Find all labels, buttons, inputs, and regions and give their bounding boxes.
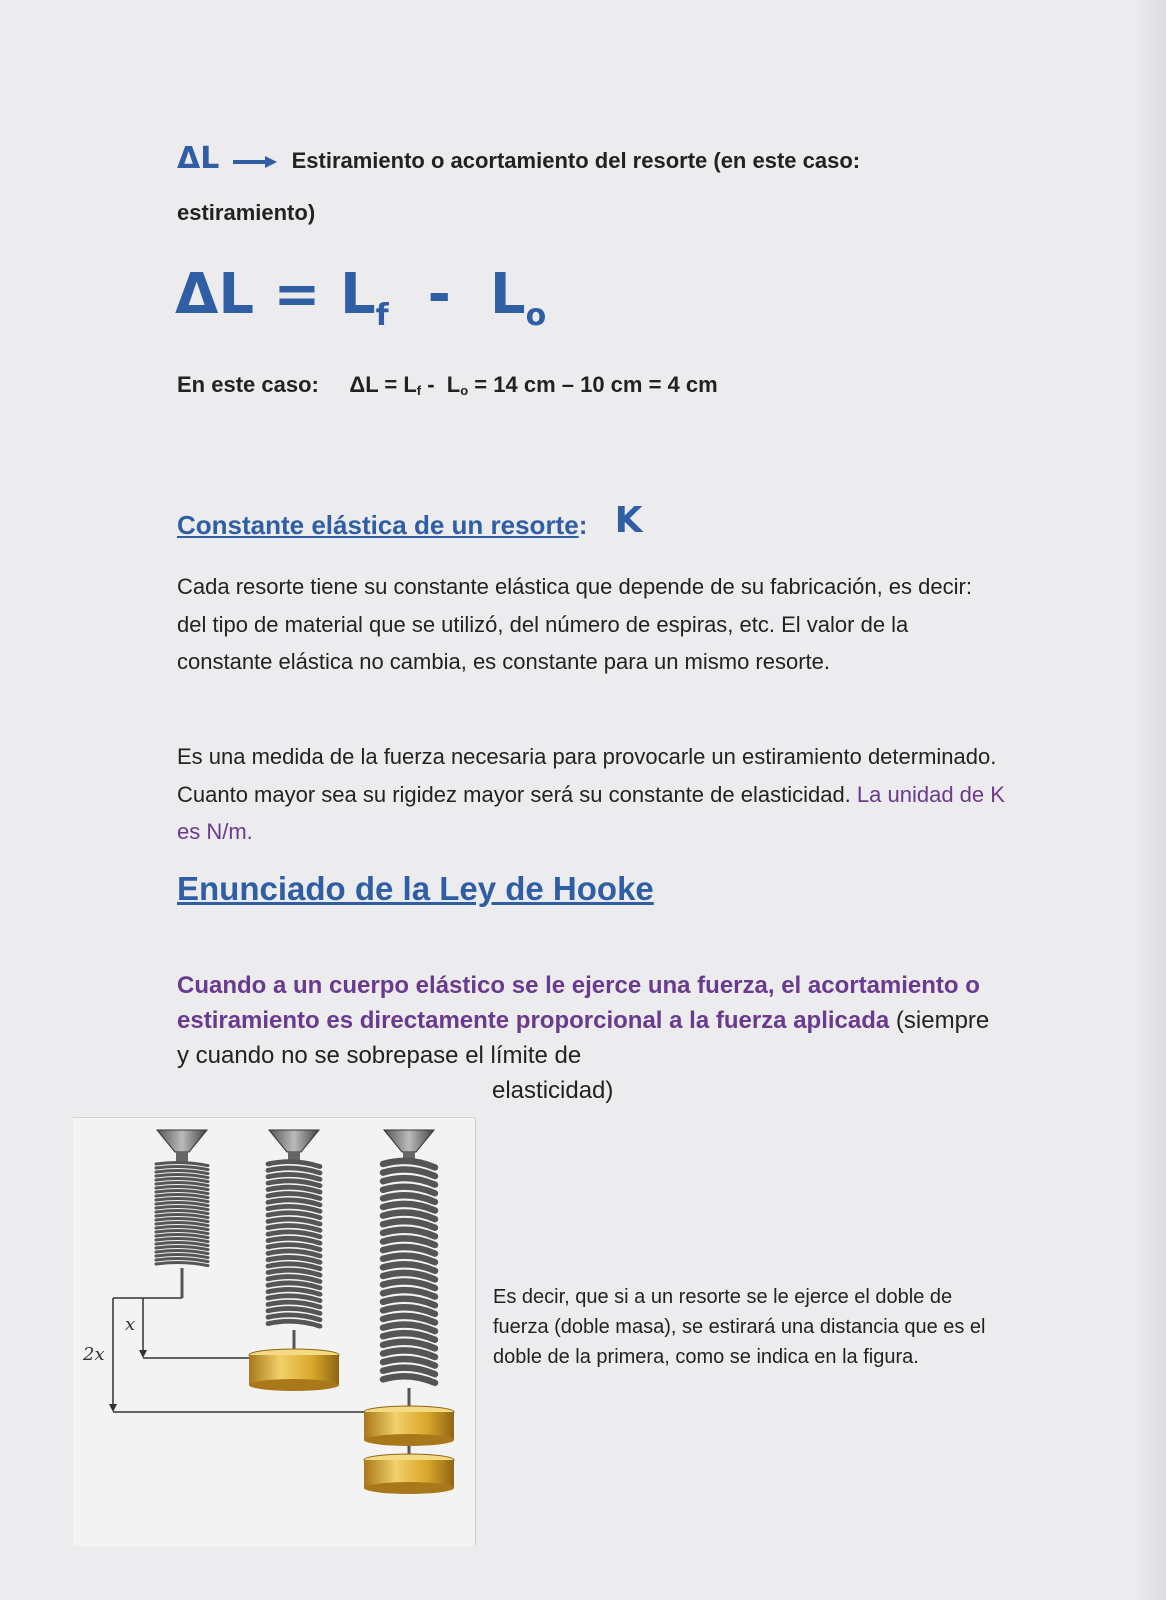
mass-1 xyxy=(249,1349,339,1391)
mass-2 xyxy=(364,1406,454,1446)
right-arrow-icon xyxy=(233,148,277,176)
constant-paragraph-2 xyxy=(177,738,1007,851)
hooke-statement xyxy=(177,968,1007,1108)
page-edge-shadow xyxy=(1136,0,1166,1600)
spring-coil xyxy=(268,1321,320,1326)
hooke-title: Enunciado de la Ley de Hooke xyxy=(177,870,654,907)
spring-mount-3 xyxy=(384,1130,434,1162)
example-label: En este caso: xyxy=(177,372,319,397)
spring-unloaded xyxy=(156,1163,208,1298)
constant-paragraph-2-text: Es una medida de la fuerza necesaria para provocarle un estiramiento determinado. Cuanto mayor sea su rigidez mayor será su constante de elasticidad. xyxy=(177,744,997,807)
delta-definition-text: Estiramiento o acortamiento del resorte (en este caso: xyxy=(291,148,861,173)
hooke-aside-end: elasticidad) xyxy=(492,1077,614,1104)
example-sub-f: f xyxy=(416,383,422,398)
k-symbol: K xyxy=(614,500,643,541)
label-x: x xyxy=(125,1314,136,1335)
spring-mount-1 xyxy=(157,1130,207,1162)
constant-heading-colon: : xyxy=(578,510,588,540)
formula-sub-o: o xyxy=(525,298,547,333)
example-sub-o: o xyxy=(460,383,469,398)
spring-coil xyxy=(156,1263,208,1266)
hooke-aside: (siempre y cuando no se sobrepase el límite de xyxy=(177,1007,990,1069)
formula-sub-f: f xyxy=(375,298,389,333)
spring-single-mass xyxy=(268,1162,320,1355)
constant-heading xyxy=(177,500,643,541)
example-result: = 14 cm – 10 cm = 4 cm xyxy=(468,372,718,397)
delta-formula xyxy=(175,262,546,333)
arrow-2x-icon xyxy=(109,1404,117,1412)
label-2x: 2x xyxy=(83,1344,105,1365)
spring-coil xyxy=(383,1376,435,1383)
spring-double-mass xyxy=(383,1161,435,1412)
spring-mount-2 xyxy=(269,1130,319,1162)
unit-note: La unidad de K es N/m. xyxy=(177,781,1005,844)
delta-definition-text-cont: estiramiento) xyxy=(177,200,316,225)
figure-explanation: Es decir, que si a un resorte se le ejerce el doble de fuerza (doble masa), se estirará una distancia que es el doble de la primera, como se indica en la figura. xyxy=(493,1286,986,1368)
mass-3 xyxy=(364,1454,454,1494)
formula-lhs: ΔL = L xyxy=(175,262,376,327)
formula-minus: - L xyxy=(388,262,526,327)
arrow-x-icon xyxy=(139,1350,147,1358)
constant-heading-text: Constante elástica de un resorte xyxy=(177,510,579,540)
springs-figure xyxy=(73,1117,476,1546)
springs-illustration xyxy=(73,1118,475,1546)
hooke-statement-text: Cuando a un cuerpo elástico se le ejerce una fuerza, el acortamiento o estiramiento es directamente proporcional a la fuerza aplicada xyxy=(177,972,980,1034)
example-expr-b: - L xyxy=(421,372,461,397)
example-calculation xyxy=(177,372,718,398)
delta-definition xyxy=(177,141,861,176)
delta-l-symbol: ΔL xyxy=(177,141,220,176)
example-expr: ΔL = L xyxy=(349,372,417,397)
constant-paragraph-1: Cada resorte tiene su constante elástica que depende de su fabricación, es decir: del tipo de material que se utilizó, del número de espiras, etc. El valor de la constante elástica no cambia, es constante para un mismo resorte. xyxy=(177,574,972,674)
